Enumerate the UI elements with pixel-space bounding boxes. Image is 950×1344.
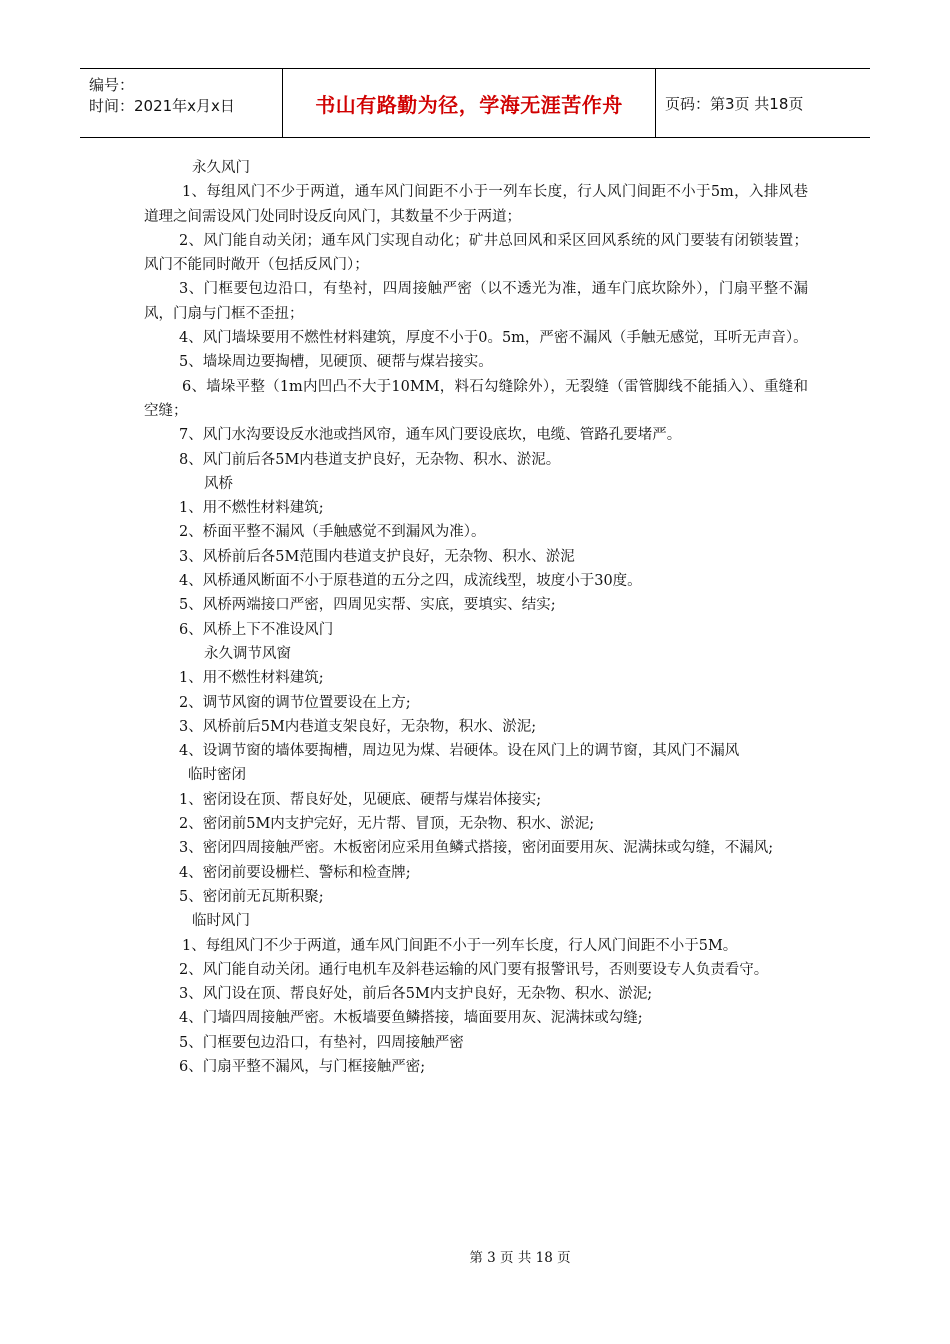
list-item: 4、门墙四周接触严密。木板墙要鱼鳞搭接，墙面要用灰、泥满抹或勾缝;: [179, 1010, 643, 1027]
section-title: 永久调节风窗: [204, 645, 291, 662]
list-item: 3、门框要包边沿口，有垫衬，四周接触严密（以不透光为准，通车门底坎除外），门扇平整不漏风，门扇与门框不歪扭；: [144, 281, 808, 322]
list-item: 1、每组风门不少于两道，通车风门间距不小于一列车长度，行人风门间距不小于5M。: [182, 937, 738, 954]
list-item: 5、风桥两端接口严密，四周见实帮、实底，要填实、结实;: [179, 597, 556, 614]
list-item: 4、密闭前要设栅栏、警标和检查牌;: [179, 864, 411, 881]
list-item: 1、密闭设在顶、帮良好处，见硬底、硬帮与煤岩体接实;: [179, 791, 542, 808]
list-item: 5、密闭前无瓦斯积聚;: [179, 888, 324, 905]
list-item: 6、门扇平整不漏风，与门框接触严密;: [179, 1058, 426, 1075]
section-title: 永久风门: [192, 160, 250, 176]
document-date-label: 时间：2021年x月x日: [89, 97, 235, 115]
list-item: 2、密闭前5M内支护完好，无片帮、冒顶，无杂物、积水、淤泥;: [179, 816, 595, 833]
page-footer: 第 3 页 共 18 页: [469, 1250, 571, 1266]
list-item: 3、风桥前后各5M范围内巷道支护良好，无杂物、积水、淤泥: [179, 548, 575, 565]
list-item: 1、用不燃性材料建筑;: [179, 670, 324, 687]
section-title: 临时密闭: [188, 767, 246, 784]
list-item: 3、密闭四周接触严密。木板密闭应采用鱼鳞式搭接，密闭面要用灰、泥满抹或勾缝，不漏风;: [179, 840, 774, 857]
list-item: 5、墙垛周边要掏槽，见硬顶、硬帮与煤岩接实。: [179, 354, 493, 371]
list-item: 6、墙垛平整（1m内凹凸不大于10MM，料石勾缝除外），无裂缝（雷管脚线不能插入）、重缝和空缝；: [144, 378, 808, 419]
list-item: 1、每组风门不少于两道，通车风门间距不小于一列车长度，行人风门间距不小于5m，入排风巷道理之间需设风门处同时设反向风门，其数量不少于两道；: [144, 184, 808, 225]
list-item: 7、风门水沟要设反水池或挡风帘，通车风门要设底坎，电缆、管路孔要堵严。: [179, 427, 682, 444]
header-motto: 书山有路勤为径，学海无涯苦作舟: [283, 69, 656, 137]
list-item: 3、风桥前后5M内巷道支架良好，无杂物，积水、淤泥;: [179, 718, 537, 735]
list-item: 4、风桥通风断面不小于原巷道的五分之四，成流线型，坡度小于30度。: [179, 573, 642, 590]
list-item: 1、用不燃性材料建筑;: [179, 500, 324, 517]
list-item: 4、风门墙垛要用不燃性材料建筑，厚度不小于0。5m，严密不漏风（手触无感觉，耳听无声音）。: [179, 330, 808, 347]
page-header: [80, 68, 870, 138]
section-title: 风桥: [204, 475, 233, 492]
list-item: 4、设调节窗的墙体要掏槽，周边见为煤、岩硬体。设在风门上的调节窗，其风门不漏风: [179, 743, 740, 760]
list-item: 6、风桥上下不准设风门: [179, 621, 334, 638]
header-info-cell: [80, 69, 283, 137]
list-item: 3、风门设在顶、帮良好处，前后各5M内支护良好，无杂物、积水、淤泥;: [179, 986, 653, 1003]
document-body: [144, 156, 808, 1079]
list-item: 2、风门能自动关闭。通行电机车及斜巷运输的风门要有报警讯号，否则要设专人负责看守。: [179, 961, 769, 978]
list-item: 5、门框要包边沿口，有垫衬，四周接触严密: [179, 1034, 464, 1051]
document-number-label: 编号：: [89, 76, 135, 94]
list-item: 8、风门前后各5M内巷道支护良好，无杂物、积水、淤泥。: [179, 451, 561, 468]
header-page-label: 页码：第3页 共18页: [665, 94, 804, 113]
list-item: 2、桥面平整不漏风（手触感觉不到漏风为准）。: [179, 524, 486, 541]
list-item: 2、风门能自动关闭；通车风门实现自动化；矿井总回风和采区回风系统的风门要装有闭锁装置；风门不能同时敞开（包括反风门）；: [144, 232, 808, 274]
list-item: 2、调节风窗的调节位置要设在上方;: [179, 694, 411, 711]
section-title: 临时风门: [192, 913, 250, 930]
